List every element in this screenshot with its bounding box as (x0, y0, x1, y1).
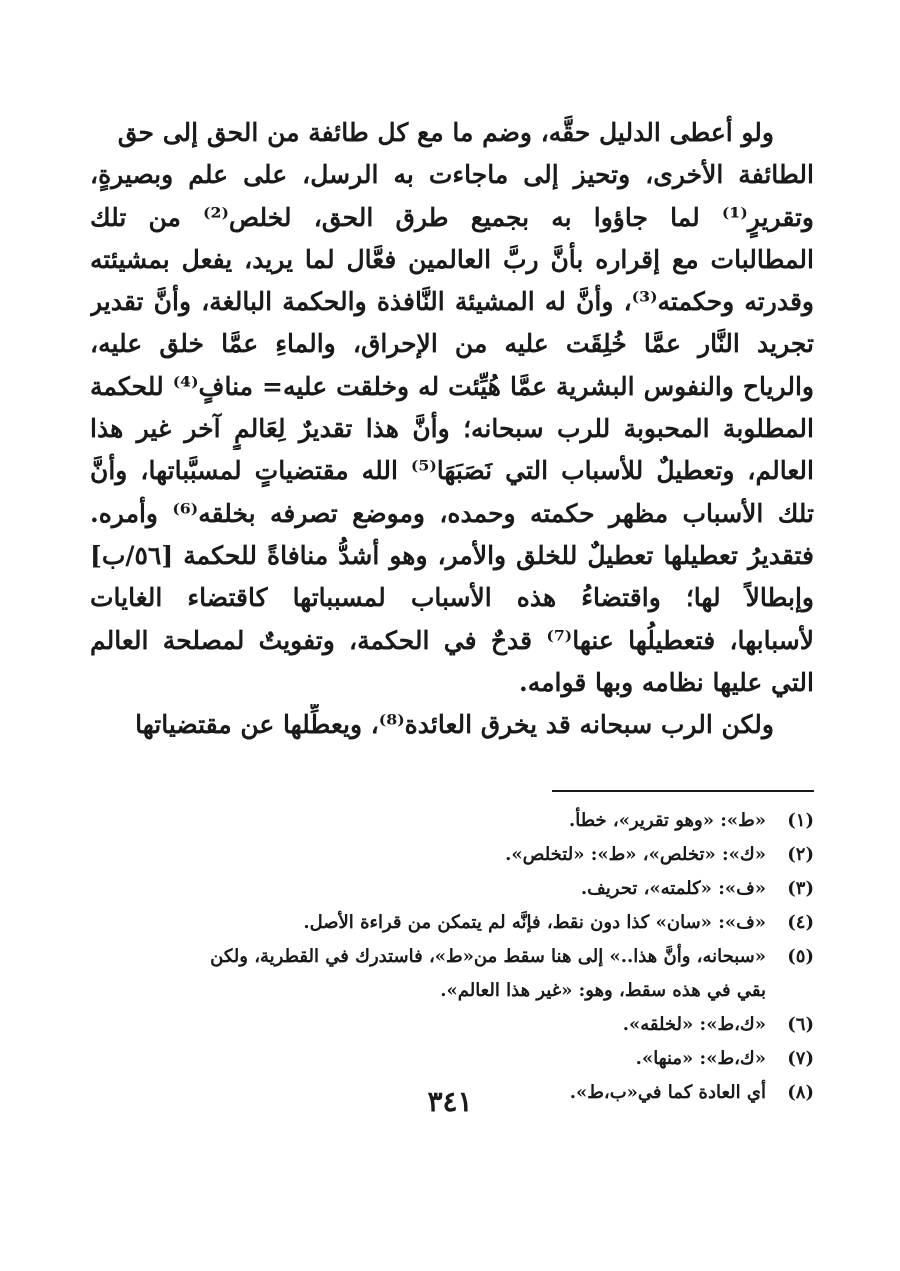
footnote-item (90, 940, 814, 1008)
text-line: وإبطالاً لها؛ واقتضاءُ هذه الأسباب لمسبباتها كاقتضاء الغايات (90, 583, 814, 613)
footnote-text-block (90, 940, 766, 1008)
text-line: تجريد النَّار عمَّا خُلِقَت عليه من الإحراق، والماءِ عمَّا خلق عليه، (90, 329, 814, 359)
footnote-text: «سبحانه، وأنَّ هذا..» إلى هنا سقط من«ط»، فاستدرك في القطرية، ولكن (210, 946, 766, 967)
text-line: الطائفة الأخرى، وتحيز إلى ماجاءت به الرسل، على علم وبصيرةٍ، (90, 160, 814, 190)
footnote-number: (٢) (787, 844, 814, 865)
footnote-number: (٣) (787, 878, 814, 899)
text-line: ولكن الرب سبحانه قد يخرق العائدة⁽⁸⁾، ويعطِّلها عن مقتضياتها (135, 710, 774, 740)
main-text-body (90, 112, 814, 746)
footnote-item (90, 906, 814, 940)
text-line: المطلوبة المحبوبة للرب سبحانه؛ وأنَّ هذا تقديرٌ لِعَالمٍ آخر غير هذا (90, 414, 814, 444)
footnote-number: (٨) (787, 1082, 814, 1103)
text-line: والرياح والنفوس البشرية عمَّا هُيِّئت له وخلقت عليه= منافٍ⁽⁴⁾ للحكمة (90, 371, 814, 401)
text-line: فتقديرُ تعطيلها تعطيلٌ للخلق والأمر، وهو أشدُّ منافاةً للحكمة [٥٦/ب] (90, 540, 814, 570)
footnotes-section (90, 804, 814, 1110)
book-page (0, 112, 900, 1271)
text-line: وقدرته وحكمته⁽³⁾، وأنَّ له المشيئة النَّافذة والحكمة البالغة، وأنَّ تقدير (90, 287, 814, 317)
footnote-number: (١) (787, 810, 814, 831)
footnote-separator (552, 790, 814, 792)
text-line: المطالبات مع إقراره بأنَّ ربَّ العالمين فعَّال لما يريد، يفعل بمشيئته (90, 244, 814, 274)
footnote-text: «ف»: «كلمته»، تحريف. (580, 878, 766, 899)
footnote-number: (٤) (787, 912, 814, 933)
text-line: وتقريرٍ⁽¹⁾ لما جاؤوا به بجميع طرق الحق، لخلص⁽²⁾ من تلك (90, 202, 814, 232)
text-line: التي عليها نظامه وبها قوامه. (519, 667, 814, 697)
text-line: لأسبابها، فتعطيلُها عنها⁽⁷⁾ قدحٌ في الحكمة، وتفويتٌ لمصلحة العالم (90, 625, 814, 655)
footnote-number: (٥) (787, 946, 814, 967)
footnote-text: «ك»: «تخلص»، «ط»: «لتخلص». (505, 844, 766, 865)
footnote-text-continuation: بقي في هذه سقط، وهو: «غير هذا العالم». (440, 980, 766, 1001)
page-number: ٣٤١ (427, 1085, 473, 1118)
footnote-item (90, 1042, 814, 1076)
text-line: تلك الأسباب مظهر حكمته وحمده، وموضع تصرفه بخلقه⁽⁶⁾ وأمره. (90, 498, 814, 528)
footnote-text: «ك،ط»: «منها». (635, 1048, 766, 1069)
footnote-text: «ط»: «وهو تقرير»، خطأ. (568, 810, 766, 831)
footnote-text: «ف»: «سان» كذا دون نقط، فإنَّه لم يتمكن من قراءة الأصل. (303, 912, 766, 933)
footnote-item (90, 872, 814, 906)
footnote-text: أي العادة كما في«ب،ط». (569, 1082, 766, 1103)
footnote-text: «ك،ط»: «لخلقه». (622, 1014, 766, 1035)
text-line: ولو أعطى الدليل حقَّه، وضم ما مع كل طائفة من الحق إلى حق (117, 118, 774, 147)
footnote-item (90, 804, 814, 838)
footnote-item (90, 838, 814, 872)
footnote-number: (٧) (787, 1048, 814, 1069)
text-line: العالم، وتعطيلٌ للأسباب التي نَصَبَهَا⁽⁵⁾ الله مقتضياتٍ لمسبَّباتها، وأنَّ (90, 456, 814, 486)
footnote-item (90, 1008, 814, 1042)
footnote-number: (٦) (787, 1014, 814, 1035)
